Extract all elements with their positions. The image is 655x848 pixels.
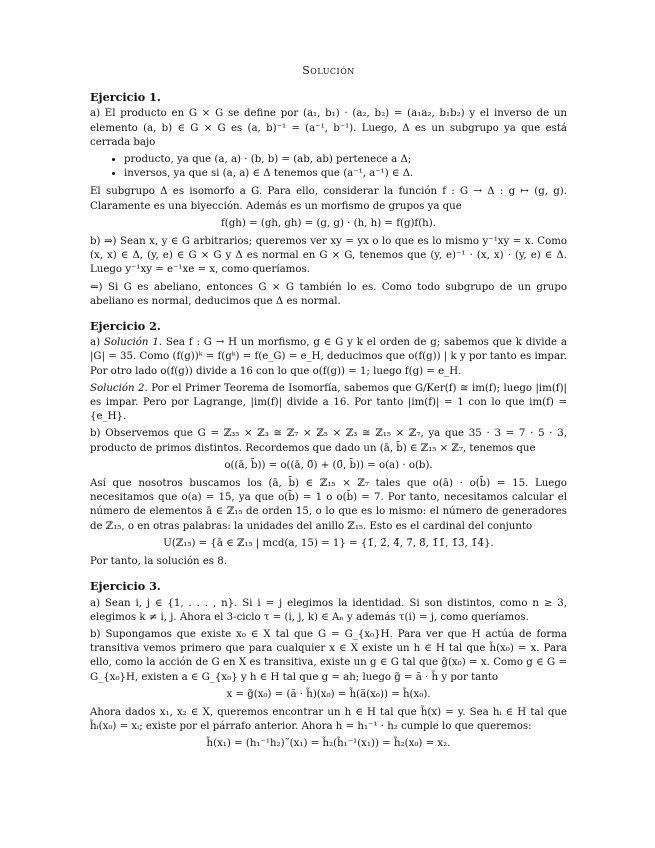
exercise-3-part-b-continued: Ahora dados x₁, x₂ ∈ X, queremos encontrar un h ∈ H tal que h̃(x) = y. Sea hᵢ ∈ H tal que h̃ᵢ(x₀) = xᵢ; existe por el párrafo anterior. Ahora h = h₁⁻¹ · h₂ cumple lo que queremos:	[90, 706, 567, 733]
document-page	[90, 64, 567, 756]
solution-1-text: Sea f : G → H un morfismo, g ∈ G y k el orden de g; sabemos que k divide a |G| = 35. Como (f(g))ᵏ = f(gᵏ) = f(e_G) = e_H, deducimos que o(f(g)) | k y por tanto es impar. Por otro lado o(f(g)) divide a 16 con lo que o(f(g)) = 1; luego f(g) = e_H.	[90, 337, 567, 377]
exercise-2-part-b-continued: Así que nosotros buscamos los (ā, b̄) ∈ ℤ₁₅ × ℤ₇ tales que o(ā) · o(b̄) = 15. Luego necesitamos que o(a) = 15, ya que o(b̄) = 1 o o(b̄) = 7. Por tanto, necesitamos calcular el número de elementos ā ∈ ℤ₁₅ de orden 15, o lo que es lo mismo: el número de generadores de ℤ₁₅, o en otras palabras: la unidades del anillo ℤ₁₅. Esto es el cardinal del conjunto	[90, 478, 567, 532]
exercise-2-units-equation: U(ℤ₁₅) = {ā ∈ ℤ₁₅ | mcd(a, 15) = 1} = {1̄, 2̄, 4̄, 7̄, 8̄, 1̄1̄, 1̄3̄, 1̄4̄}.	[163, 537, 494, 549]
exercise-1-bullet-2: • inversos, ya que si (a, a) ∈ Δ tenemos que (a⁻¹, a⁻¹) ∈ Δ.	[124, 167, 567, 181]
exercise-1-isomorphism-text: El subgrupo Δ es isomorfo a G. Para ello, considerar la función f : G → Δ : g ↦ (g, g). Claramente es una biyección. Además es un morfismo de grupos ya que	[90, 186, 567, 212]
exercise-1-bullet-list	[90, 153, 567, 181]
exercise-3-heading: Ejercicio 3.	[90, 579, 161, 594]
exercise-3-part-a: a) Sean i, j ∈ {1, . . . , n}. Si i = j elegimos la identidad. Si son distintos, como n ≥ 3, elegimos k ≠ i, j. Ahora el 3-ciclo τ = (i, j, k) ∈ Aₙ y además τ(i) = j, como queríamos.	[90, 597, 567, 623]
exercise-1-part-b: b) ⇒) Sean x, y ∈ G arbitrarios; queremos ver xy = yx o lo que es lo mismo y⁻¹xy = x. Como (x, x) ∈ Δ, (y, e) ∈ G × G y Δ es normal en G × G, tenemos que (y, e)⁻¹ · (x, x) · (y, e) ∈ Δ. Luego y⁻¹xy = e⁻¹xe = x, como queríamos.	[90, 236, 567, 276]
exercise-2-part-b: b) Observemos que G = ℤ₃₅ × ℤ₃ ≅ ℤ₇ × ℤ₅ × ℤ₃ ≅ ℤ₁₅ × ℤ₇, ya que 35 · 3 = 7 · 5 · 3, producto de primos distintos. Recordemos que dado un (ā, b̄) ∈ ℤ₁₅ × ℤ₇, tenemos que	[90, 428, 567, 454]
exercise-2-solution-2	[90, 382, 567, 425]
solution-2-label: Solución 2.	[90, 382, 148, 394]
exercise-3-final-equation: h̃(x₁) = (h₁⁻¹h₂)˜(x₁) = h̃₂(h̃₁⁻¹(x₁)) = h̃₂(x₀) = x₂.	[206, 738, 451, 750]
exercise-3-part-b: b) Supongamos que existe x₀ ∈ X tal que G = G_{x₀}H. Para ver que H actúa de forma transitiva vemos primero que para cualquier x ∈ X existe un h ∈ H tal que h̃(x₀) = x. Para ello, como la acción de G en X es transitiva, existe un g ∈ G tal que g̃(x₀) = x. Como g ∈ G = G_{x₀}H, existen a ∈ G_{x₀} y h ∈ H tal que g = ah; luego g̃ = ã · h̃ y por tanto	[90, 628, 567, 683]
exercise-2-heading: Ejercicio 2.	[90, 319, 161, 334]
exercise-1-part-b-converse: ⇐) Si G es abeliano, entonces G × G también lo es. Como todo subgrupo de un grupo abeliano es normal, deducimos que Δ es normal.	[90, 281, 567, 307]
solution-1-label: Solución 1.	[103, 337, 163, 349]
exercise-2-solution-1: a) Solución 1. Sea f : G → H un morfismo, g ∈ G y k el orden de g; sabemos que k divide a |G| = 35. Como (f(g))ᵏ = f(gᵏ) = f(e_G) = e_H, deducimos que o(f(g)) | k y por tanto es impar. Por otro lado o(f(g)) divide a 16 con lo que o(f(g)) = 1; luego f(g) = e_H.	[90, 337, 567, 377]
solution-2-text: Por el Primer Teorema de Isomorfía, sabemos que G/Ker(f) ≅ im(f); luego |im(f)| es impar. Pero por Lagrange, |im(f)| divide a 16. Por tanto |im(f)| = 1 con lo que im(f) = {e_H}.	[90, 382, 567, 423]
exercise-2-order-equation: o((ā, b̄)) = o((ā, 0̄) + (0̄, b̄)) = o(a) · o(b).	[224, 459, 433, 471]
page-title: Solución	[302, 64, 355, 77]
exercise-1-bullet-1: • producto, ya que (a, a) · (b, b) = (ab, ab) pertenece a Δ;	[124, 153, 567, 167]
exercise-1-isomorphism-equation: f(gh) = (gh, gh) = (g, g) · (h, h) = f(g)f(h).	[221, 217, 436, 229]
exercise-1-part-a: a) El producto en G × G se define por (a₁, b₁) · (a₂, b₂) = (a₁a₂, b₁b₂) y el inverso de un elemento (a, b) ∈ G × G es (a, b)⁻¹ = (a⁻¹, b⁻¹). Luego, Δ es un subgrupo ya que está cerrada bajo	[90, 108, 567, 148]
exercise-3-transitivity-equation: x = g̃(x₀) = (ã · h̃)(x₀) = h̃(ã(x₀)) = h̃(x₀).	[226, 688, 431, 700]
exercise-2-conclusion: Por tanto, la solución es 8.	[90, 556, 227, 568]
exercise-1-heading: Ejercicio 1.	[90, 90, 161, 105]
